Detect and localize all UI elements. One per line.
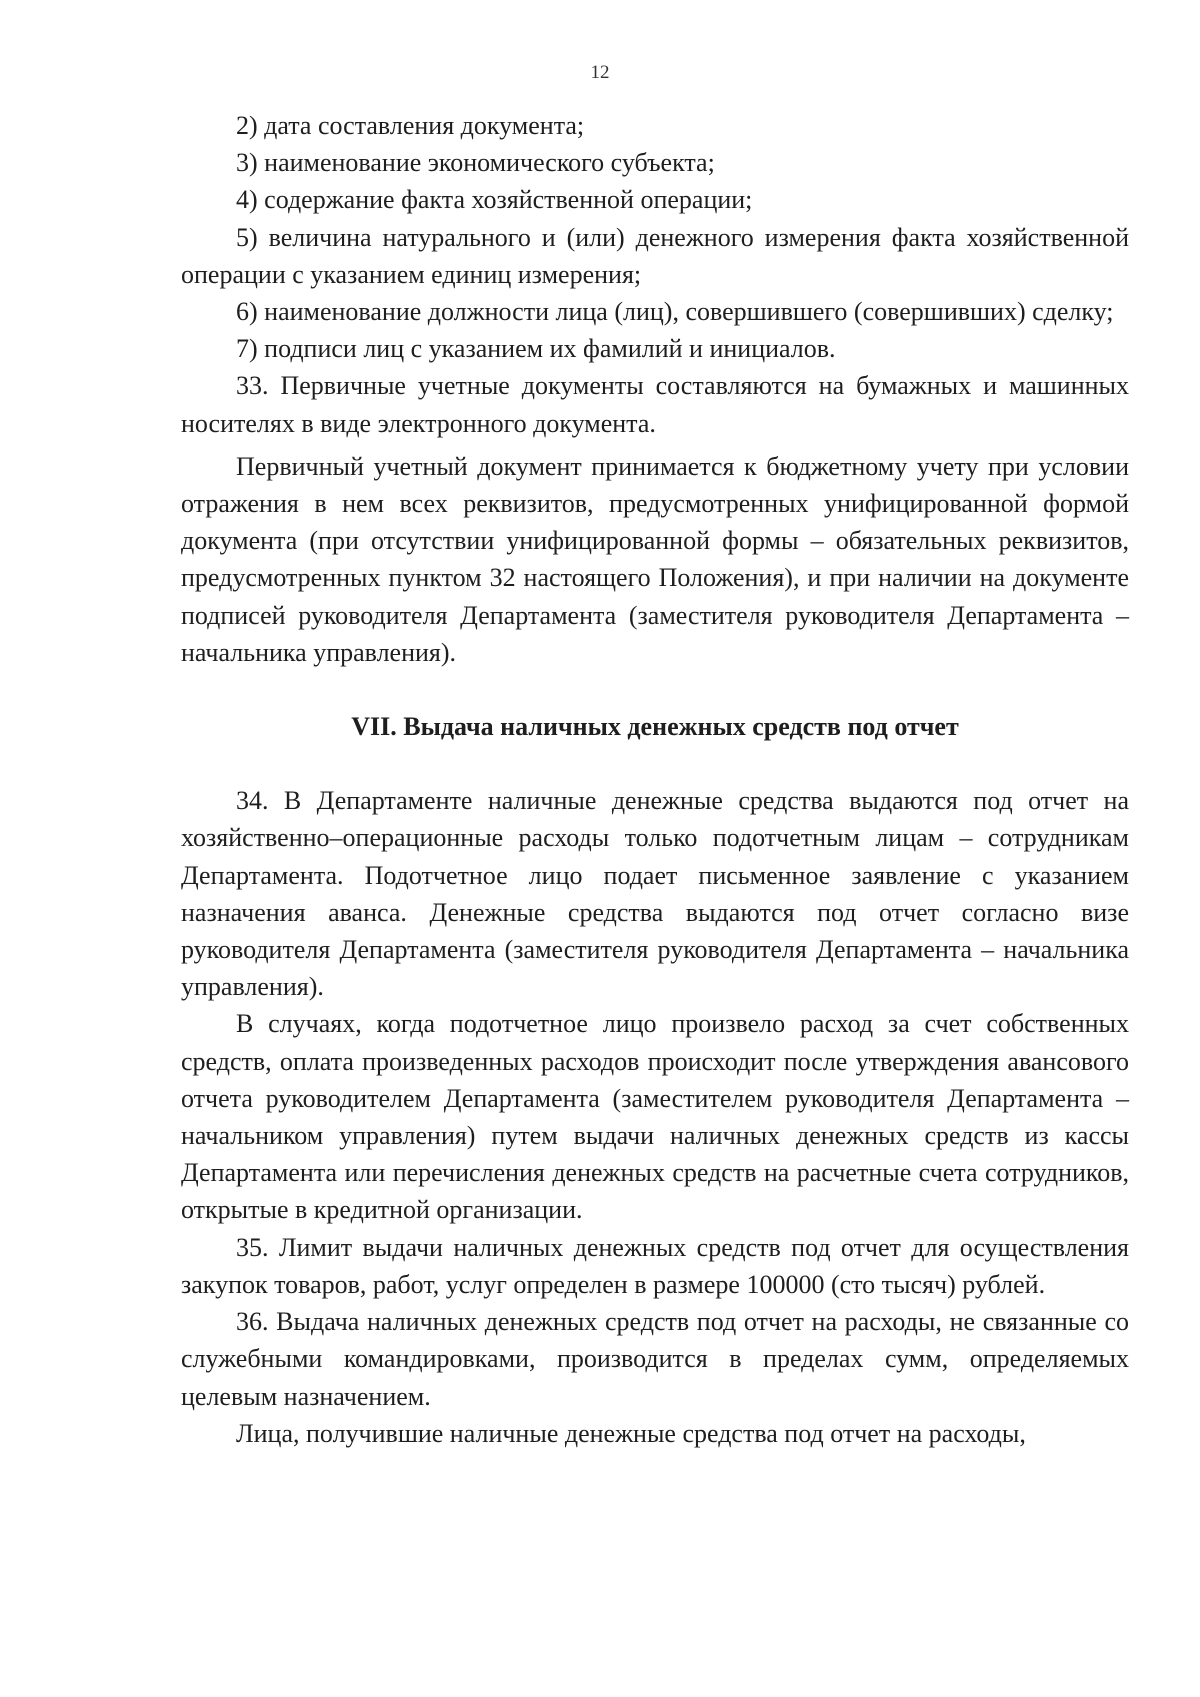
list-item-3: 3) наименование экономического субъекта; <box>236 148 715 178</box>
paragraph-34-continued: В случаях, когда подотчетное лицо произвело расход за счет собственных средств, оплата произведенных расходов происходит после утверждения авансового отчета руководителем Департамента (заместителем руководителя Департамента – начальником управления) путем выдачи наличных денежных средств из кассы Департамента или перечисления денежных средств на расчетные счета сотрудников, открытые в кредитной организации. <box>181 1009 1129 1225</box>
paragraph-35: 35. Лимит выдачи наличных денежных средств под отчет для осуществления закупок товаров, работ, услуг определен в размере 100000 (сто тысяч) рублей. <box>181 1232 1129 1299</box>
paragraph-36: 36. Выдача наличных денежных средств под отчет на расходы, не связанные со служебными командировками, производится в пределах сумм, определяемых целевым назначением. <box>181 1307 1129 1411</box>
list-item-7: 7) подписи лиц с указанием их фамилий и инициалов. <box>236 334 836 364</box>
paragraph-33-continued: Первичный учетный документ принимается к бюджетному учету при условии отражения в нем всех реквизитов, предусмотренных унифицированной формой документа (при отсутствии унифицированной формы – обязательных реквизитов, предусмотренных пунктом 32 настоящего Положения), и при наличии на документе подписей руководителя Департамента (заместителя руководителя Департамента – начальника управления). <box>181 451 1129 667</box>
paragraph-33: 33. Первичные учетные документы составляются на бумажных и машинных носителях в виде электронного документа. <box>181 371 1129 438</box>
list-item-5: 5) величина натурального и (или) денежного измерения факта хозяйственной операции с указанием единиц измерения; <box>181 222 1129 289</box>
list-item-6: 6) наименование должности лица (лиц), совершившего (совершивших) сделку; <box>236 297 1114 327</box>
paragraph-34: 34. В Департаменте наличные денежные средства выдаются под отчет на хозяйственно–операционные расходы только подотчетным лицам – сотрудникам Департамента. Подотчетное лицо подает письменное заявление с указанием назначения аванса. Денежные средства выдаются под отчет согласно визе руководителя Департамента (заместителя руководителя Департамента – начальника управления). <box>181 786 1129 1002</box>
list-item-2: 2) дата составления документа; <box>236 111 585 140</box>
paragraph-36-continued: Лица, получившие наличные денежные средства под отчет на расходы, <box>236 1418 1026 1448</box>
page-number: 12 <box>590 62 610 83</box>
document-body <box>181 107 1129 1452</box>
section-heading: VII. Выдача наличных денежных средств под отчет <box>351 712 959 742</box>
list-item-4: 4) содержание факта хозяйственной операции; <box>236 185 753 215</box>
